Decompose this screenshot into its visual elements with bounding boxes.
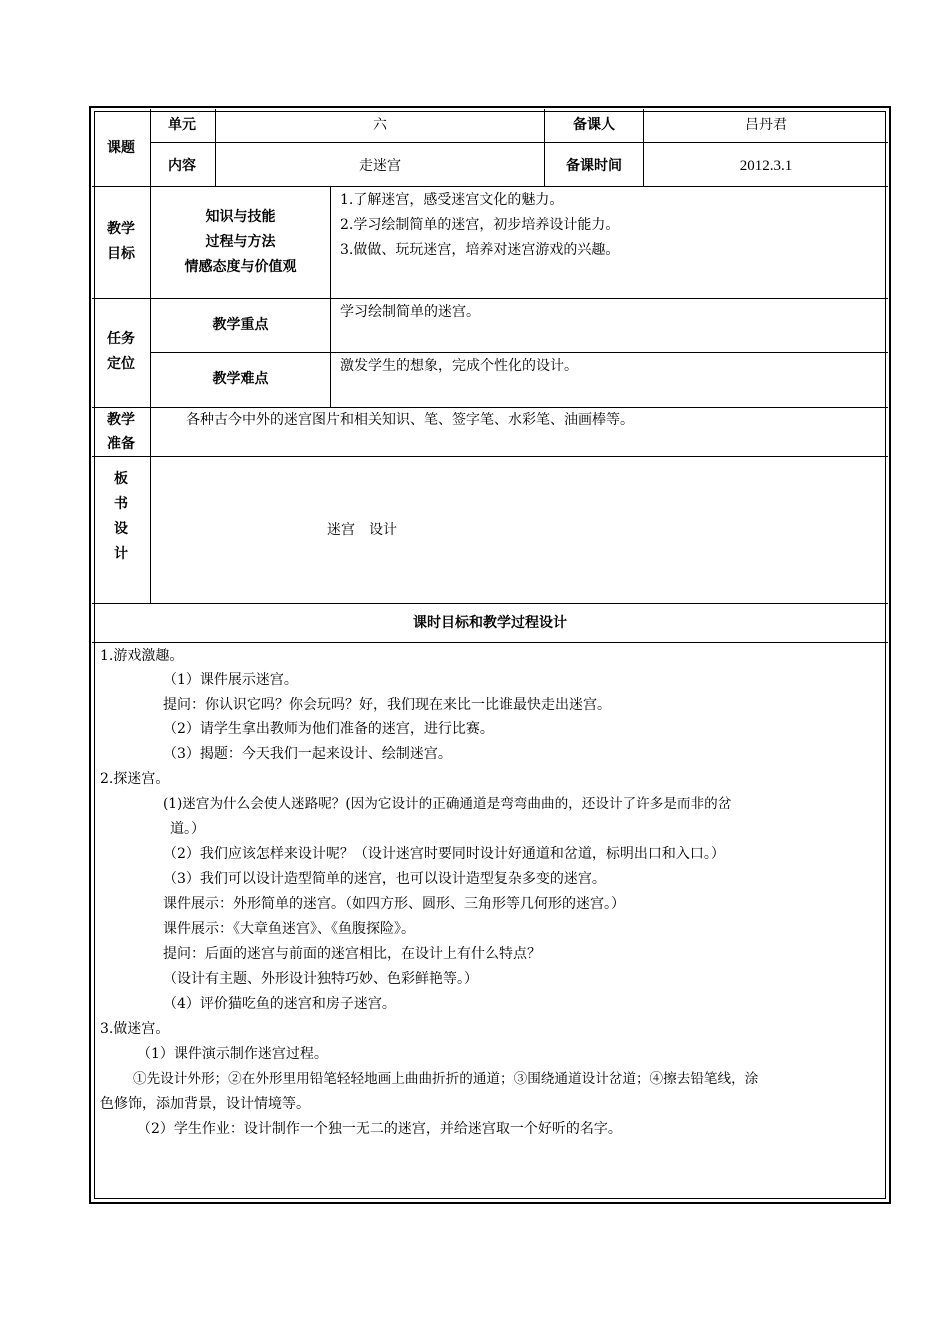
objective-dimension: 过程与方法 — [205, 234, 276, 250]
board-value: 迷宫 设计 — [327, 522, 397, 538]
key-point-value: 学习绘制简单的迷宫。 — [340, 304, 480, 320]
objective-item: 3.做做、玩玩迷宫，培养对迷宫游戏的兴趣。 — [340, 242, 620, 258]
teacher-value: 吕丹君 — [745, 117, 787, 133]
content-label: 内容 — [168, 158, 196, 174]
process-line: (1)迷宫为什么会使人迷路呢？(因为它设计的正确通道是弯弯曲曲的，还设计了许多是而非的岔 — [163, 796, 732, 812]
process-line: （1）课件演示制作迷宫过程。 — [137, 1046, 328, 1062]
time-value: 2012.3.1 — [739, 158, 793, 174]
col-divider-label — [150, 109, 151, 603]
task-label-1: 任务 — [107, 331, 135, 347]
objective-item: 2.学习绘制简单的迷宫，初步培养设计能力。 — [340, 217, 620, 233]
process-line: （2）请学生拿出教师为他们准备的迷宫，进行比赛。 — [163, 721, 494, 737]
row-divider-board — [92, 603, 888, 604]
process-line: （3）我们可以设计造型简单的迷宫，也可以设计造型复杂多变的迷宫。 — [163, 871, 606, 887]
process-line: 课件展示：《大章鱼迷宫》、《鱼腹探险》。 — [163, 921, 415, 937]
row-divider-task — [92, 407, 888, 408]
objective-item: 1.了解迷宫，感受迷宫文化的魅力。 — [340, 192, 564, 208]
board-label-char: 书 — [114, 496, 128, 512]
row-divider-header-mid — [150, 142, 888, 143]
prep-label-2: 准备 — [107, 436, 135, 452]
unit-value: 六 — [373, 117, 387, 133]
board-label-char: 计 — [114, 546, 128, 562]
process-line: 色修饰，添加背景，设计情境等。 — [100, 1096, 310, 1112]
keti-label: 课题 — [107, 140, 135, 156]
process-line: ①先设计外形；②在外形里用铅笔轻轻地画上曲曲折折的通道；③围绕通道设计岔道；④擦去铅笔线，涂 — [133, 1071, 759, 1087]
content-value: 走迷宫 — [359, 158, 401, 174]
key-point-label: 教学重点 — [212, 317, 269, 333]
row-divider-task-mid — [150, 352, 888, 353]
objective-dimension: 情感态度与价值观 — [184, 259, 297, 275]
prep-label-1: 教学 — [107, 412, 135, 428]
prep-value: 各种古今中外的迷宫图片和相关知识、笔、签字笔、水彩笔、油画棒等。 — [186, 412, 634, 428]
process-line: （2）学生作业：设计制作一个独一无二的迷宫，并给迷宫取一个好听的名字。 — [137, 1121, 622, 1137]
process-line: （3）揭题：今天我们一起来设计、绘制迷宫。 — [163, 746, 452, 762]
board-label-char: 设 — [114, 521, 128, 537]
row-divider-prep — [92, 456, 888, 457]
process-line: 1.游戏激趣。 — [100, 648, 184, 664]
board-label-char: 板 — [114, 471, 128, 487]
difficulty-value: 激发学生的想象，完成个性化的设计。 — [340, 358, 578, 374]
process-line: 3.做迷宫。 — [100, 1021, 170, 1037]
process-line: （1）课件展示迷宫。 — [163, 672, 298, 688]
teacher-label: 备课人 — [573, 117, 615, 133]
process-title: 课时目标和教学过程设计 — [413, 615, 567, 631]
process-line: （2）我们应该怎样来设计呢？（设计迷宫时要同时设计好通道和岔道，标明出口和入口。） — [163, 846, 725, 862]
row-divider-objectives — [92, 298, 888, 299]
col-divider-mid — [330, 186, 331, 407]
task-label-2: 定位 — [107, 356, 135, 372]
difficulty-label: 教学难点 — [212, 371, 269, 387]
process-line: 2.探迷宫。 — [100, 771, 170, 787]
process-line: 提问：后面的迷宫与前面的迷宫相比，在设计上有什么特点？ — [163, 946, 541, 962]
process-line: 道。） — [170, 821, 205, 837]
objectives-label-2: 目标 — [107, 246, 135, 262]
process-line: （4）评价猫吃鱼的迷宫和房子迷宫。 — [163, 996, 396, 1012]
process-line: 课件展示：外形简单的迷宫。（如四方形、圆形、三角形等几何形的迷宫。） — [163, 896, 625, 912]
row-divider-process-title — [92, 642, 888, 643]
row-divider-header — [92, 186, 888, 187]
objective-dimension: 知识与技能 — [205, 209, 276, 225]
time-label: 备课时间 — [566, 158, 622, 174]
objectives-label-1: 教学 — [107, 221, 135, 237]
unit-label: 单元 — [168, 117, 196, 133]
process-line: （设计有主题、外形设计独特巧妙、色彩鲜艳等。） — [163, 971, 478, 987]
process-line: 提问：你认识它吗？你会玩吗？好，我们现在来比一比谁最快走出迷宫。 — [163, 697, 611, 713]
